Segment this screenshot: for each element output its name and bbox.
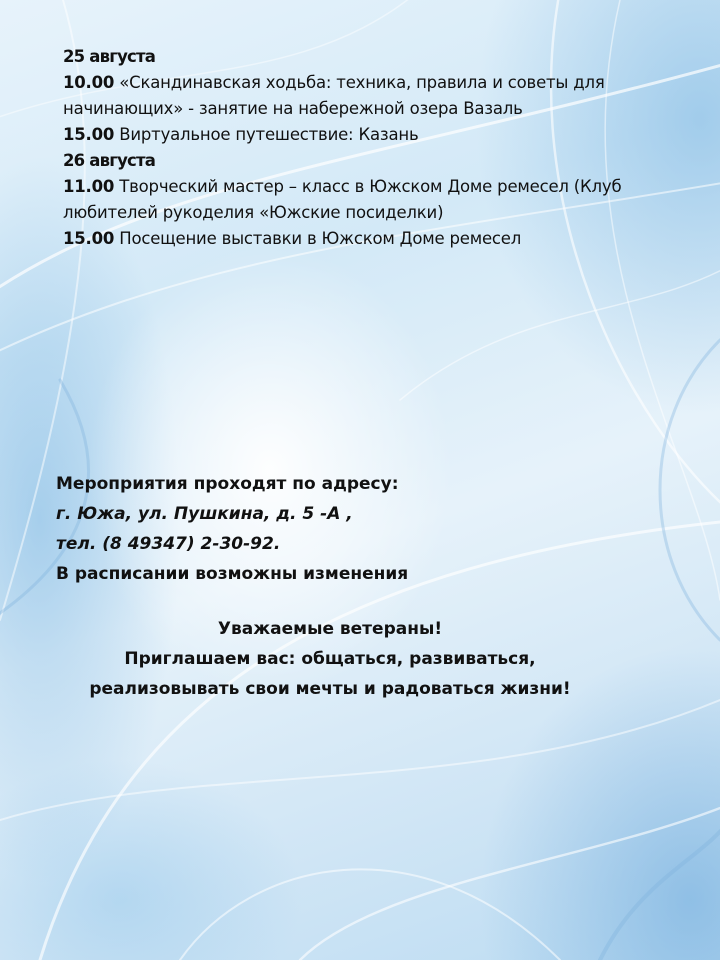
event-time: 15.00	[63, 125, 115, 144]
event-text: Виртуальное путешествие: Казань	[114, 125, 419, 144]
event-item	[63, 70, 663, 96]
event-text-continuation: любителей рукоделия «Южские посиделки)	[63, 203, 444, 222]
greeting: Уважаемые ветераны!	[217, 619, 443, 639]
closing-message	[0, 614, 660, 704]
event-text: «Скандинавская ходьба: техника, правила и советы для	[114, 73, 605, 92]
event-schedule	[63, 44, 663, 252]
address-heading: Мероприятия проходят по адресу:	[56, 474, 399, 494]
event-item	[63, 122, 663, 148]
schedule-change-note: В расписании возможны изменения	[56, 564, 409, 584]
event-time: 10.00	[63, 73, 115, 92]
event-text-continuation: начинающих» - занятие на набережной озера Вазаль	[63, 99, 523, 118]
event-item	[63, 174, 663, 200]
street-address: г. Южа, ул. Пушкина, д. 5 -А ,	[56, 504, 353, 524]
event-item	[63, 226, 663, 252]
event-text: Творческий мастер – класс в Южском Доме ремесел (Клуб	[114, 177, 622, 196]
event-time: 15.00	[63, 229, 115, 248]
event-time: 11.00	[63, 177, 115, 196]
invitation-line-1: Приглашаем вас: общаться, развиваться,	[124, 649, 536, 669]
event-text: Посещение выставки в Южском Доме ремесел	[114, 229, 522, 248]
invitation-line-2: реализовывать свои мечты и радоваться жизни!	[89, 679, 571, 699]
date-heading: 26 августа	[63, 151, 156, 170]
date-heading: 25 августа	[63, 47, 156, 66]
phone-number: тел. (8 49347) 2-30-92.	[56, 534, 281, 554]
address-block	[56, 469, 408, 589]
